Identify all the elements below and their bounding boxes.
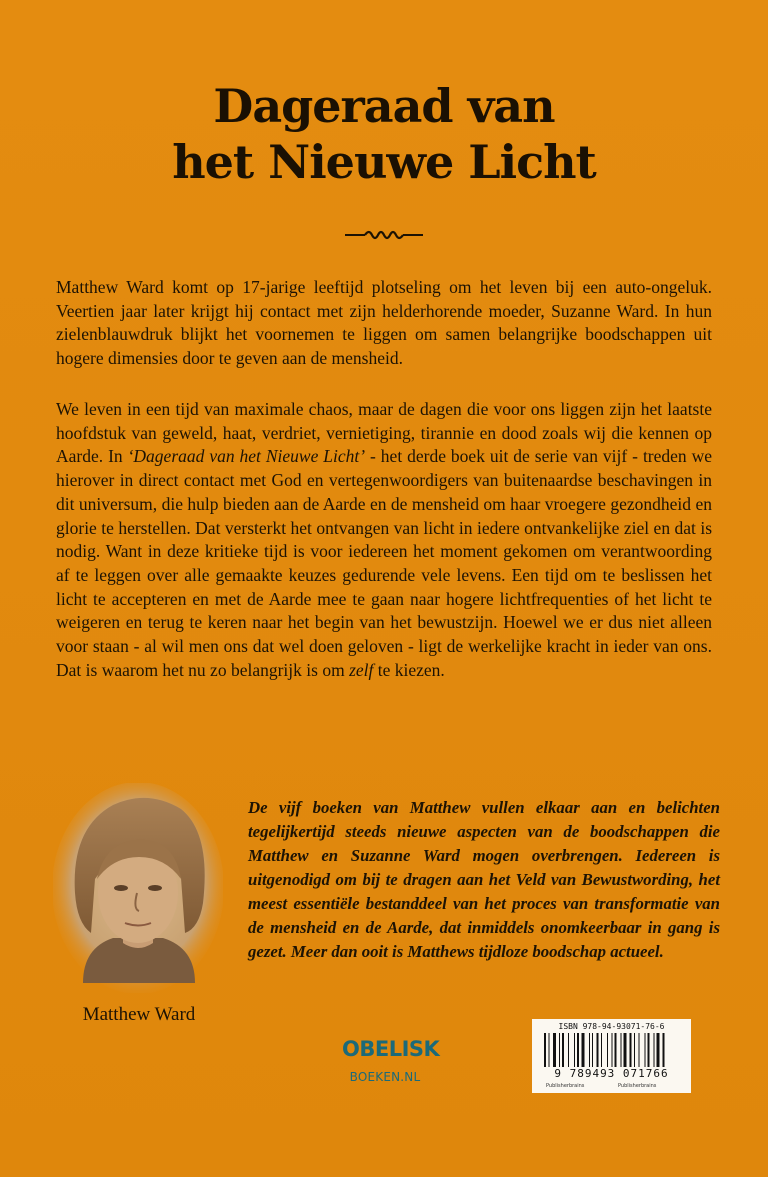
barcode-bar — [663, 1033, 665, 1067]
isbn-barcode — [532, 1019, 691, 1093]
barcode-bar — [601, 1033, 602, 1067]
barcode-bar — [657, 1033, 660, 1067]
barcode-bar — [592, 1033, 593, 1067]
barcode-bar — [544, 1033, 546, 1067]
main-paragraph-emphasis: zelf — [349, 659, 374, 680]
barcode-note-right: Publisherbrains — [618, 1083, 657, 1089]
title-line-2: het Nieuwe Licht — [172, 135, 596, 189]
publisher-name: OBELISK — [342, 1037, 440, 1061]
barcode-bar — [612, 1033, 613, 1067]
main-paragraph-part1: We leven in een tijd van maximale chaos, maar de dagen die voor ons liggen zijn het laatste hoofdstuk van geweld, haat, verdriet, vernietiging, tirannie en dood zoals wij die kennen op Aarde. In — [56, 399, 712, 467]
barcode-bar — [634, 1033, 635, 1067]
barcode-bar — [639, 1033, 640, 1067]
barcode-bar — [562, 1033, 564, 1067]
barcode-bar — [568, 1033, 569, 1067]
barcode-bar — [597, 1033, 599, 1067]
isbn-digits: 9 789493 071766 — [554, 1067, 669, 1080]
barcode-bar — [577, 1033, 579, 1067]
barcode-bar — [553, 1033, 556, 1067]
series-quote: De vijf boeken van Matthew vullen elkaar aan en belichten tegelijkertijd steeds nieuwe aspecten van de boodschappen die Matthew en Suzanne Ward mogen overbrengen. Iedereen is uitgenodigd om bij te dragen aan het Veld van Bewustwording, het meest essentiële bestanddeel van het proces van transformatie van de mensheid en de Aarde, dat inmiddels onomkeerbaar in gang is gezet. Meer dan ooit is Matthews tijdloze boodschap actueel. — [248, 798, 720, 961]
publisher-site: BOEKEN.NL — [349, 1070, 421, 1084]
author-portrait — [53, 783, 223, 993]
main-paragraph-book-title: ‘Dageraad van het Nieuwe Licht’ — [127, 446, 366, 467]
publisher-logo — [342, 1033, 440, 1093]
barcode-bar — [654, 1033, 655, 1067]
barcode-bars — [544, 1033, 684, 1069]
barcode-bar — [582, 1033, 585, 1067]
ornament-divider-icon — [343, 226, 425, 244]
barcode-bar — [615, 1033, 617, 1067]
barcode-bar — [559, 1033, 560, 1067]
barcode-bar — [648, 1033, 650, 1067]
barcode-bar — [589, 1033, 590, 1067]
barcode-note-left: Publisherbrains — [546, 1083, 585, 1089]
barcode-bar — [645, 1033, 646, 1067]
main-paragraph — [56, 398, 712, 682]
barcode-bar — [630, 1033, 632, 1067]
book-title — [0, 78, 768, 190]
title-line-1: Dageraad van — [213, 79, 555, 133]
intro-paragraph: Matthew Ward komt op 17-jarige leeftijd plotseling om het leven bij een auto-ongeluk. Veertien jaar later krijgt hij contact met zijn helderhorende moeder, Suzanne Ward. In hun zielenblauwdruk blijkt het voornemen te liggen om samen belangrijke boodschappen uit hogere dimensies door te geven aan de mensheid. — [56, 277, 712, 369]
portrait-caption: Matthew Ward — [82, 1004, 196, 1025]
main-paragraph-part2: - het derde boek uit de serie van vijf - treden we hierover in direct contact met God en vertegenwoordigers van buitenaardse beschavingen in dit universum, die hulp bieden aan de Aarde en de mensheid om haar vroegere gezondheid en glorie te herstellen. Dat versterkt het ontvangen van licht in iedere ontvankelijke ziel en dat is nodig. Want in deze kritieke tijd is voor iedereen het moment gekomen om verantwoording af te leggen over alle gemaakte keuzes gedurende vele levens. Een tijd om te beslissen het licht te accepteren en met de Aarde mee te gaan naar hogere lichtfrequenties of het licht te weigeren en terug te keren naar het begin van het bewustzijn. Hoewel we er dus niet alleen voor staan - al wil men ons dat wel doen geloven - ligt de werkelijke kracht in ieder van ons. Dat is waarom het nu zo belangrijk is om — [56, 446, 713, 680]
barcode-bar — [574, 1033, 575, 1067]
barcode-bar — [621, 1033, 622, 1067]
barcode-bar — [624, 1033, 627, 1067]
barcode-bar — [549, 1033, 550, 1067]
main-paragraph-part3: te kiezen. — [373, 659, 445, 680]
barcode-bar — [607, 1033, 608, 1067]
isbn-label: ISBN 978-94-93071-76-6 — [558, 1022, 665, 1031]
